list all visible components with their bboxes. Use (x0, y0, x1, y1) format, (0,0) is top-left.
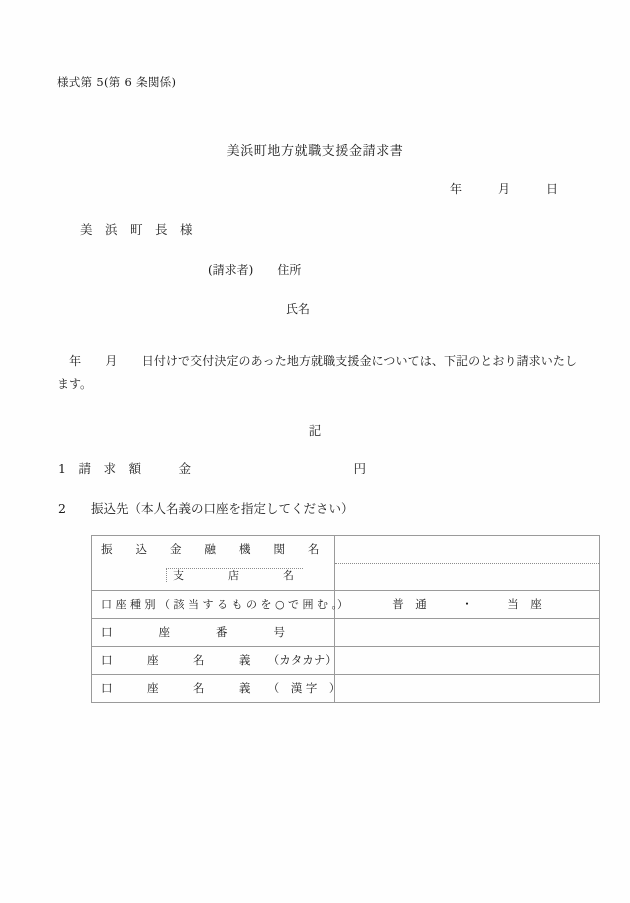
account-holder-kana-label-cell (92, 647, 335, 675)
claimant-address-field[interactable]: (請求者) 住所 (208, 263, 302, 277)
form-number: 様式第 5(第 6 条関係) (57, 75, 177, 89)
account-number-input[interactable] (335, 619, 599, 646)
account-number-label-cell (92, 619, 335, 647)
table-row (92, 647, 600, 675)
account-type-options[interactable]: 普 通 ・ 当 座 (392, 597, 542, 611)
bank-name-value-group (335, 536, 599, 590)
addressee-line: 美 浜 町 長 様 (80, 222, 193, 237)
table-row (92, 536, 600, 591)
ki-heading: 記 (308, 423, 322, 438)
bank-institution-input[interactable] (335, 536, 599, 564)
bank-branch-label: 支 店 名 (166, 568, 303, 582)
claimant-name-field[interactable]: 氏名 (286, 302, 311, 316)
account-holder-kana-input[interactable] (335, 647, 599, 674)
item-transfer-destination: 2 振込先（本人名義の口座を指定してください） (58, 501, 354, 516)
bank-account-table (91, 535, 600, 703)
item-claim-amount[interactable]: 1 請 求 額 金 円 (58, 461, 366, 476)
bank-name-group (92, 536, 334, 590)
date-field[interactable]: 年 月 日 (449, 182, 558, 196)
account-number-label: 口 座 番 号 (101, 625, 285, 639)
account-type-label: 口 座 種 別 （ 該 当 す る も の を ○ で 囲 む 。） (101, 598, 349, 611)
account-holder-kanji-input[interactable] (335, 675, 599, 702)
bank-name-label-cell (92, 536, 335, 591)
table-row (92, 675, 600, 703)
body-paragraph: 年 月 日付けで交付決定のあった地方就職支援金については、下記のとおり請求いたします。 (57, 354, 577, 392)
account-type-label-cell (92, 591, 349, 619)
account-type-value-cell[interactable] (335, 591, 600, 619)
bank-institution-label: 振 込 金 融 機 関 名 (101, 542, 320, 556)
table-row (92, 619, 600, 647)
account-holder-kana-value-cell[interactable] (335, 647, 600, 675)
bank-branch-input[interactable] (335, 564, 599, 590)
account-holder-kanji-label-cell (92, 675, 341, 703)
bank-name-value-cell[interactable] (335, 536, 600, 591)
account-number-value-cell[interactable] (335, 619, 600, 647)
page-title: 美浜町地方就職支援金請求書 (226, 144, 404, 159)
account-holder-kanji-value-cell[interactable] (335, 675, 600, 703)
table-row (92, 591, 600, 619)
account-holder-kana-label: 口 座 名 義 （カタカナ） (101, 653, 337, 667)
account-holder-kanji-label: 口 座 名 義 （ 漢 字 ） (101, 681, 341, 695)
